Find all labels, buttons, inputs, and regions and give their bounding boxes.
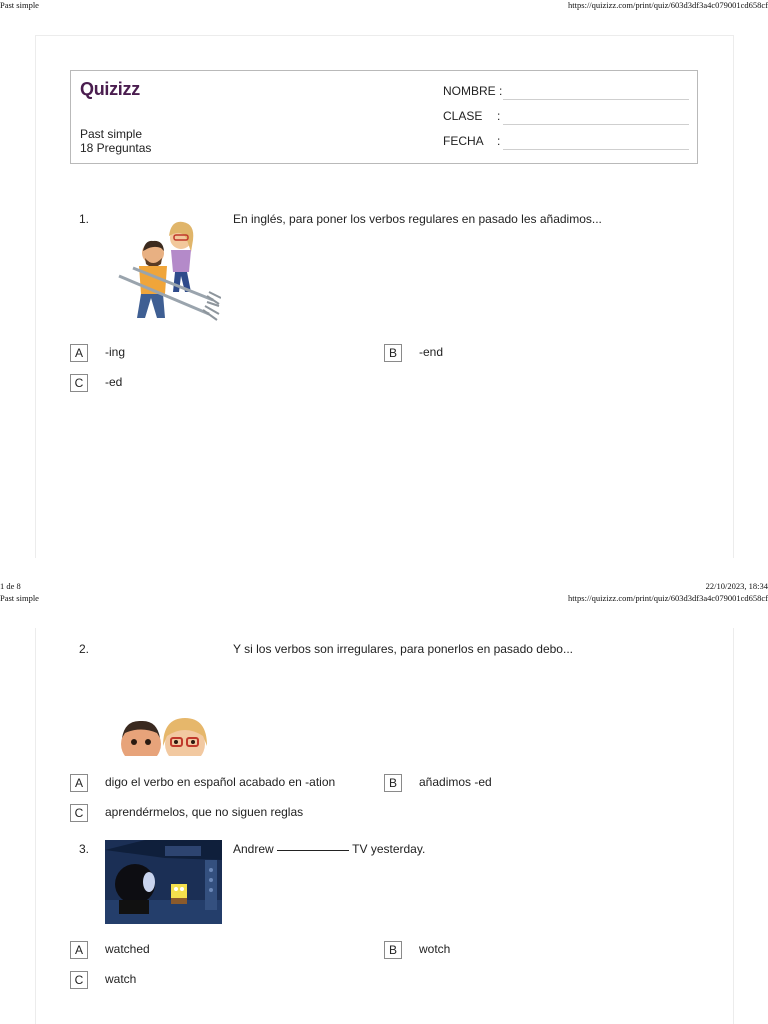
name-line[interactable] bbox=[503, 99, 689, 100]
option-letter-c: C bbox=[70, 971, 88, 989]
print-footer bbox=[0, 581, 768, 593]
print-header-url[interactable]: https://quizizz.com/print/quiz/603d3df3a4c079001cd658cf bbox=[568, 593, 768, 603]
sentence-start: Andrew bbox=[233, 842, 274, 856]
sentence-end: TV yesterday. bbox=[352, 842, 426, 856]
print-header-title: Past simple bbox=[0, 0, 39, 10]
print-header-page-2 bbox=[0, 593, 768, 605]
option-text: watched bbox=[105, 942, 150, 956]
option-letter-c: C bbox=[70, 804, 88, 822]
question-number: 2. bbox=[79, 642, 90, 656]
print-header-url[interactable]: https://quizizz.com/print/quiz/603d3df3a4c079001cd658cf bbox=[568, 0, 768, 10]
print-header bbox=[0, 0, 768, 12]
quiz-page-2 bbox=[35, 628, 734, 1024]
option-text: wotch bbox=[419, 942, 451, 956]
option-text: -ed bbox=[105, 375, 123, 389]
class-line[interactable] bbox=[503, 124, 689, 125]
option-text: aprendérmelos, que no siguen reglas bbox=[105, 805, 304, 819]
bitmoji-couple-pitchforks-image bbox=[105, 218, 221, 333]
quiz-header-box bbox=[70, 70, 698, 164]
quiz-title: Past simple bbox=[80, 127, 143, 141]
option-letter-b: B bbox=[384, 774, 402, 792]
option-letter-c: C bbox=[70, 374, 88, 392]
class-label: CLASE bbox=[443, 109, 483, 123]
option-text: -ing bbox=[105, 345, 126, 359]
option-text: digo el verbo en español acabado en -ation bbox=[105, 775, 336, 789]
option-letter-a: A bbox=[70, 941, 88, 959]
name-label: NOMBRE : bbox=[443, 84, 503, 98]
question-number: 3. bbox=[79, 842, 90, 856]
question-text: Y si los verbos son irregulares, para ponerlos en pasado debo... bbox=[233, 642, 573, 656]
question-number: 1. bbox=[79, 212, 90, 226]
class-colon: : bbox=[497, 109, 501, 123]
option-text: añadimos -ed bbox=[419, 775, 492, 789]
option-letter-a: A bbox=[70, 774, 88, 792]
option-letter-a: A bbox=[70, 344, 88, 362]
option-letter-b: B bbox=[384, 344, 402, 362]
date-label: FECHA bbox=[443, 134, 484, 148]
spongebob-tv-scene-image bbox=[105, 840, 222, 929]
quiz-page-1 bbox=[35, 35, 734, 559]
quizizz-logo: Quizizz bbox=[80, 79, 140, 99]
date-line[interactable] bbox=[503, 149, 689, 150]
page-number: 1 de 8 bbox=[0, 581, 21, 591]
question-text: En inglés, para poner los verbos regulares en pasado les añadimos... bbox=[233, 212, 602, 226]
option-text: watch bbox=[105, 972, 137, 986]
option-text: -end bbox=[419, 345, 444, 359]
print-header-title: Past simple bbox=[0, 593, 39, 603]
bitmoji-couple-faces-image bbox=[105, 706, 221, 761]
option-letter-b: B bbox=[384, 941, 402, 959]
question-count: 18 Preguntas bbox=[80, 141, 152, 155]
print-date: 22/10/2023, 18:34 bbox=[705, 581, 768, 591]
question-text bbox=[233, 842, 425, 856]
date-colon: : bbox=[497, 134, 501, 148]
answer-blank bbox=[277, 850, 349, 851]
